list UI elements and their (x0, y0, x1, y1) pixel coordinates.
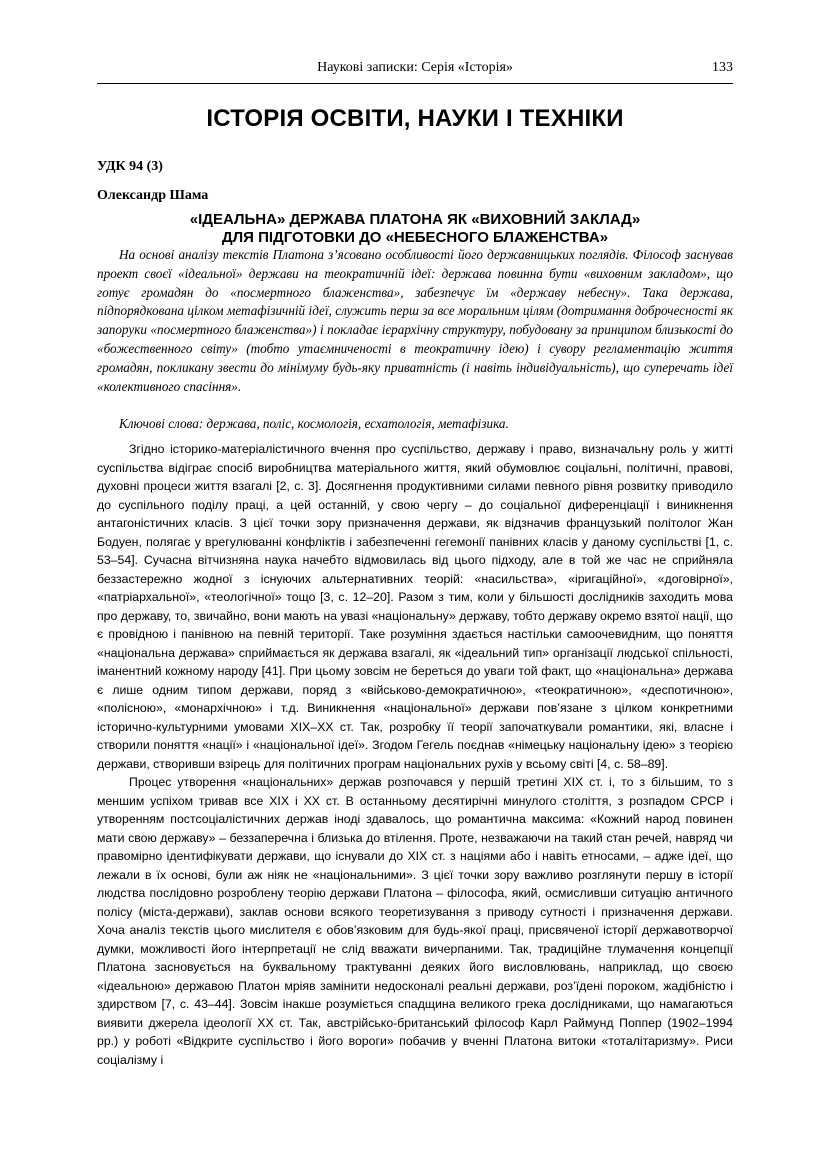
article-title-line-2: ДЛЯ ПІДГОТОВКИ ДО «НЕБЕСНОГО БЛАЖЕНСТВА» (221, 229, 609, 246)
abstract: На основі аналізу текстів Платона з’ясовано особливості його державницьких поглядів. Філософ заснував проект своєї «ідеальної» держави на теократичній ідеї: держава повинна бути «виховним закладом», що готує громадян до «посмертного блаженства», забезпечує їм «державу небесну». Така держава, підпорядкована цілком метафізичній ідеї, служить перш за все моральним цілям (дотримання доброчесності як запоруки «посмертного блаженства») і покладає ієрархічну структуру, побудовану за принципом близькості до «божественного світу» (тобто утаємниченості в теократичну ідею) і сувору регламентацію життя громадян, покликану звести до мінімуму будь-яку приватність (і навіть індивідуальність), що суперечать ідеї «колективного спасіння». (97, 247, 733, 394)
body-paragraph-1: Згідно історико-матеріалістичного вчення про суспільство, державу і право, визначальну роль у житті суспільства відіграє спосіб виробництва матеріального життя, який обумовлює соціальні, політичні, правові, духовні процеси життя взагалі [2, с. 3]. Досягнення продуктивними силами певного рівня розвитку приводило до суспільного поділу праці, а цей останній, у свою чергу – до соціальної диференціації і виникнення антагоністичних класів. З цієї точки зору призначення держави, як відзначив французький політолог Жан Бодуен, полягає у врегулюванні конфліктів і забезпеченні гегемонії панівних класів у даному суспільстві [1, с. 53–54]. Сучасна вітчизняна наука начебто відмовилась від цього підходу, але в той же час не сприйняла беззастережно жодної з існуючих альтернативних теорій: «насильства», «іригаційної», «договірної», «патріархальної», «теологічної» тощо [3, с. 12–20]. Разом з тим, коли у більшості дослідників заходить мова про державу, то, звичайно, вони мають на увазі «національну» державу, тобто державу окремо взятої нації, що є провідною і панівною на певній території. Таке розуміння здається настільки самоочевидним, що поняття «національна держава» сприймається як держава взагалі, як «ідеальний тип» організації людської спільності, іманентний кожному народу [41]. При цьому зовсім не береться до уваги той факт, що «національна» держава є лише одним типом держави, поряд з «військово-демократичною», «теократичною», «деспотичною», «полісною», «монархічною» і т.д. Виникнення «національної» держави пов’язане з цілком конкретними історично-культурними умовами XIX–XX ст. Так, розробку її теорії започаткували романтики, які, власне і створили поняття «нації» і «національної ідеї». Згодом Гегель поєднав «німецьку національну ідею» з теорією держави, створивши взірець для політичних програм національних рухів у всьому світі [4, с. 58–89]. (97, 442, 733, 771)
keywords: Ключові слова: держава, поліс, космологія, есхатологія, метафізика. (119, 416, 509, 431)
udk-code: УДК 94 (3) (97, 159, 163, 174)
article-title (97, 211, 733, 247)
journal-title: Наукові записки: Серія «Історія» (317, 60, 513, 75)
page-number: 133 (712, 60, 733, 75)
running-header (97, 60, 733, 80)
author-name: Олександр Шама (97, 188, 209, 203)
section-title: ІСТОРІЯ ОСВІТИ, НАУКИ І ТЕХНІКИ (206, 105, 624, 132)
body-paragraph-2: Процес утворення «національних» держав розпочався у першій третині XIX ст. і, то з більшим, то з меншим успіхом тривав все XIX і XX ст. В останньому десятирічні минулого століття, з розпадом СРСР і утворенням постсоціалістичних держав іноді здавалось, що романтична максима: «Кожний народ повинен мати свою державу» – беззаперечна і близька до втілення. Проте, незважаючи на такий стан речей, навряд чи правомірно ідентифікувати держави, що існували до XIX ст. з націями або і навіть етносами, – адже ідеї, що лежали в їх основі, були аж ніяк не «національними». З цієї точки зору важливо розглянути першу в історії людства послідовно розроблену теорію держави Платона – філософа, який, осмисливши ситуацію античного полісу (міста-держави), заклав основи всякого теоретизування з приводу сутності і призначення держави. Хоча аналіз текстів цього мислителя є обов’язковим для будь-якої праці, присвяченої історії державотворчої думки, можливості його інтерпретації не слід вважати вичерпаними. Так, традиційне тлумачення концепції Платона засновується на буквальному трактуванні деяких його висловлювань, наприклад, що своєю «ідеальною» державою Платон мріяв замінити недосконалі реальні держави, роз’їдені пороком, жадібністю і здирством [7, с. 43–44]. Зовсім інакше розуміється спадщина великого грека дослідниками, що намагаються виявити джерела ідеології XX ст. Так, австрійсько-британський філософ Карл Раймунд Поппер (1902–1994 рр.) у роботі «Відкрите суспільство і його вороги» побачив у вченні Платона витоки «тоталітаризму». Риси соціалізму і (97, 775, 733, 1067)
header-rule (97, 83, 733, 84)
article-title-line-1: «ІДЕАЛЬНА» ДЕРЖАВА ПЛАТОНА ЯК «ВИХОВНИЙ ЗАКЛАД» (189, 211, 641, 228)
article-body (97, 440, 733, 1069)
